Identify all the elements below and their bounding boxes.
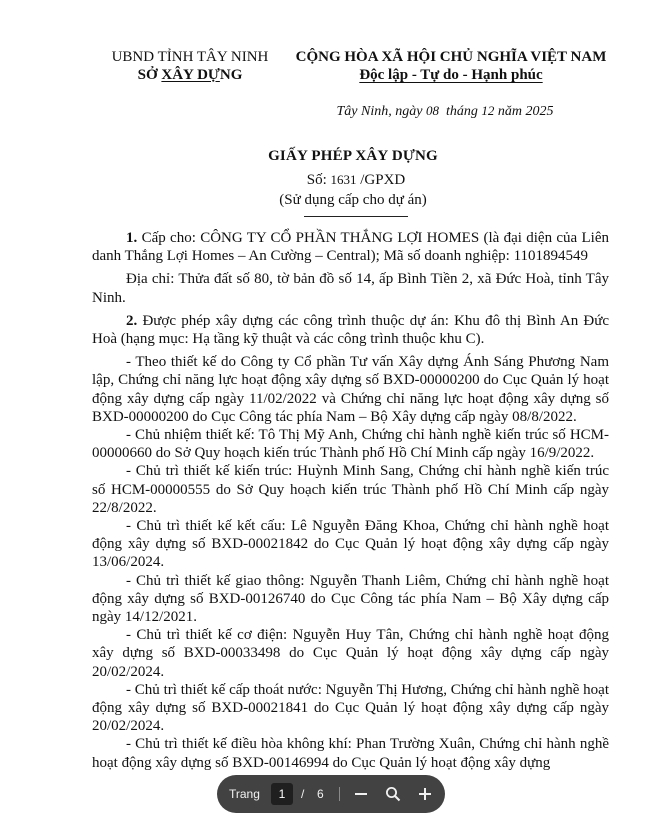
- design-paragraph-3: - Chủ trì thiết kế kiến trúc: Huỳnh Minh Sang, Chứng chỉ hành nghề kiến trúc số HCM-00000555 do Sở Quy hoạch kiến trúc Thành phố Hồ Chí Minh cấp ngày 22/8/2022.: [92, 463, 609, 516]
- date-line: [300, 103, 590, 120]
- zoom-fit-button[interactable]: [383, 784, 403, 804]
- design-paragraph-6: - Chủ trì thiết kế cơ điện: Nguyễn Huy Tân, Chứng chỉ hành nghề hoạt động xây dựng số BXD-00033498 do Cục Quản lý hoạt động xây dựng cấp ngày 20/02/2024.: [92, 627, 609, 680]
- section-2: [92, 312, 609, 348]
- design-paragraph-7: - Chủ trì thiết kế cấp thoát nước: Nguyễn Thị Hương, Chứng chỉ hành nghề hoạt động xây dựng số BXD-00021841 do Cục Quản lý hoạt động xây dựng cấp ngày 20/02/2024.: [92, 681, 609, 735]
- section-1-number: 1.: [126, 230, 138, 246]
- design-paragraph-8: - Chủ trì thiết kế điều hòa không khí: Phan Trường Xuân, Chứng chỉ hành nghề hoạt động xây dựng số BXD-00146994 do Cục Quản lý hoạt động xây dựng: [92, 736, 609, 771]
- date-prefix: Tây Ninh, ngày: [336, 104, 423, 119]
- issuing-agency: [100, 48, 280, 84]
- usage-note: (Sử dụng cấp cho dự án): [279, 192, 427, 208]
- toolbar-divider: [339, 787, 340, 801]
- design-paragraph-4: - Chủ trì thiết kế kết cấu: Lê Nguyễn Đăng Khoa, Chứng chỉ hành nghề hoạt động xây dựng số BXD-00021842 do Cục Quản lý hoạt động xây dựng cấp ngày 13/06/2024.: [92, 518, 609, 571]
- zoom-out-button[interactable]: [351, 784, 371, 804]
- plus-icon: [418, 787, 432, 801]
- design-paragraph-1: - Theo thiết kế do Công ty Cổ phần Tư vấn Xây dựng Ánh Sáng Phương Nam lập, Chứng chỉ năng lực hoạt động xây dựng số BXD-00000200 do Cục Quản lý hoạt động xây dựng cấp ngày 11/02/2022 và Chứng chỉ năng lực hoạt động xây dựng số BXD-00000200 do Cục Công tác phía Nam – Bộ Xây dựng cấp ngày 08/8/2022.: [92, 354, 609, 425]
- agency-line-2-post: NG: [219, 67, 243, 83]
- section-1: [92, 229, 609, 265]
- zoom-in-button[interactable]: [415, 784, 435, 804]
- national-motto: [282, 48, 620, 84]
- page-separator: /: [301, 787, 305, 801]
- date-day: 08: [425, 103, 439, 118]
- address-paragraph: Địa chỉ: Thửa đất số 80, tờ bản đồ số 14, ấp Bình Tiền 2, xã Đức Hoà, tỉnh Tây Ninh.: [92, 271, 609, 306]
- total-pages: 6: [317, 787, 324, 801]
- permit-number-suffix: /GPXD: [360, 172, 406, 188]
- permit-number-value: 1631: [330, 172, 357, 187]
- date-month: 12: [481, 103, 495, 118]
- document-body: [92, 229, 609, 772]
- design-paragraph-2: - Chủ nhiệm thiết kế: Tô Thị Mỹ Anh, Chứng chỉ hành nghề kiến trúc số HCM-00000660 do Sở Quy hoạch kiến trúc Thành phố Hồ Chí Minh cấp ngày 16/9/2022.: [92, 427, 609, 462]
- design-paragraph-5: - Chủ trì thiết kế giao thông: Nguyễn Thanh Liêm, Chứng chỉ hành nghề hoạt động xây dựng số BXD-00126740 do Cục Công tác phía Nam – Bộ Xây dựng cấp ngày 14/12/2021.: [92, 572, 609, 626]
- current-page-input[interactable]: 1: [271, 783, 293, 805]
- minus-icon: [354, 787, 368, 801]
- nation-line-2: Độc lập - Tự do - Hạnh phúc: [359, 67, 543, 83]
- date-year: năm 2025: [497, 104, 554, 119]
- page-label: Trang: [229, 787, 260, 801]
- date-month-label: tháng: [445, 104, 478, 119]
- agency-line-1: UBND TỈNH TÂY NINH: [111, 49, 269, 65]
- nation-line-1: CỘNG HÒA XÃ HỘI CHỦ NGHĨA VIỆT NAM: [295, 49, 607, 65]
- section-1-text: Cấp cho: CÔNG TY CỔ PHẦN THẮNG LỢI HOMES (là đại diện của Liên danh Thắng Lợi Homes – An Cường – Central); Mã số doanh nghiệp: 1101894549: [92, 230, 610, 265]
- section-2-number: 2.: [126, 312, 138, 329]
- permit-number-prefix: Số:: [306, 172, 327, 188]
- title-divider: [304, 216, 408, 217]
- document-title: GIẤY PHÉP XÂY DỰNG: [268, 148, 438, 164]
- permit-number: [0, 172, 662, 189]
- agency-line-2-underlined: XÂY DỰ: [161, 67, 220, 83]
- section-2-text: Được phép xây dựng các công trình thuộc dự án: Khu đô thị Bình An Đức Hoà (hạng mục: Hạ tầng kỹ thuật và các công trình thuộc khu C).: [92, 312, 609, 348]
- pdf-viewer-toolbar: [217, 775, 445, 813]
- agency-line-2-pre: SỞ: [137, 67, 162, 83]
- agency-line-2: [100, 66, 280, 84]
- magnifier-icon: [385, 786, 401, 802]
